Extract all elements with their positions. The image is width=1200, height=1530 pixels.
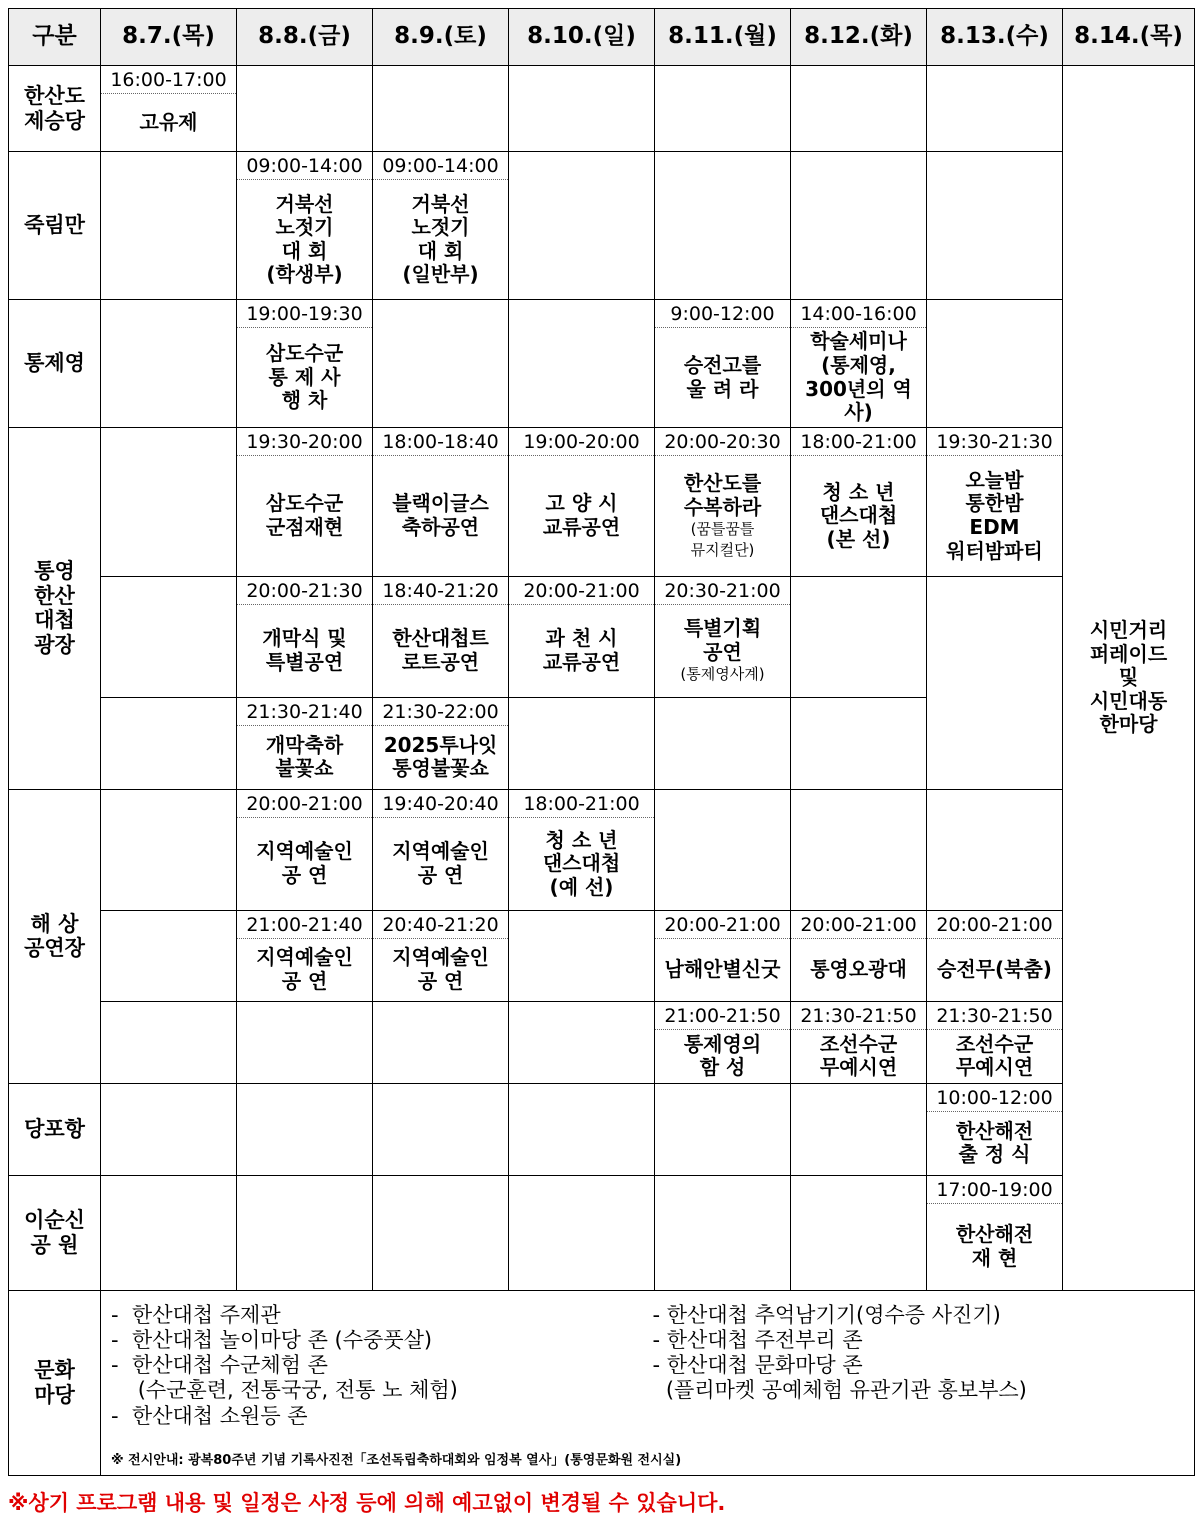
venue-row (9, 152, 1195, 300)
event-slot (655, 911, 790, 1001)
date-header: 8.10.(일) (509, 9, 655, 66)
event-slot (237, 911, 372, 1001)
date-header: 8.8.(금) (237, 9, 373, 66)
event-time: 21:30-21:50 (791, 1002, 926, 1030)
event-slot (373, 428, 508, 576)
event-title: 지역예술인 공 연 (256, 839, 353, 887)
event-slot (509, 428, 654, 576)
event-cell (373, 427, 509, 576)
event-cell (927, 1001, 1063, 1083)
date-header: 8.7.(목) (101, 9, 237, 66)
event-cell (655, 1001, 791, 1083)
event-cell (791, 300, 927, 428)
event-cell (927, 1083, 1063, 1175)
event-slot (237, 428, 372, 576)
event-title: 지역예술인 공 연 (392, 945, 489, 993)
event-cell (655, 427, 791, 576)
event-time: 20:00-21:00 (655, 911, 790, 939)
event-title: 한산도를 수복하라 (683, 471, 762, 519)
event-time: 19:40-20:40 (373, 790, 508, 818)
corner-header: 구분 (9, 9, 101, 66)
event-cell (509, 789, 655, 910)
event-time: 21:30-21:50 (927, 1002, 1062, 1030)
culture-list-left (111, 1303, 653, 1429)
event-title: 한산대첩트 로트공연 (392, 626, 489, 674)
event-cell (655, 910, 791, 1001)
event-title: 거북선 노젓기 대 회 (학생부) (266, 191, 343, 287)
event-time: 9:00-12:00 (655, 300, 790, 328)
event-title: 과 천 시 교류공연 (542, 626, 621, 674)
event-slot (373, 577, 508, 697)
exhibit-note: ※ 전시안내: 광복80주년 기념 기록사진전「조선독립축하대회와 임정복 열사」(통영문화원 전시실) (111, 1453, 682, 1469)
event-cell (655, 576, 791, 697)
event-time: 18:00-21:00 (509, 790, 654, 818)
event-time: 14:00-16:00 (791, 300, 926, 328)
header-row (9, 9, 1195, 66)
list-item: - 한산대첩 주제관 (111, 1302, 281, 1327)
venue-label: 당포항 (9, 1083, 101, 1175)
event-slot (927, 1002, 1062, 1083)
event-slot (927, 911, 1062, 1001)
venue-row (9, 576, 1195, 697)
venue-label: 통제영 (9, 300, 101, 428)
event-time: 20:00-21:30 (237, 577, 372, 605)
event-title: 오늘밤 통한밤 EDM 워터밤파티 (946, 467, 1043, 563)
event-time: 21:00-21:50 (655, 1002, 790, 1030)
event-slot (655, 300, 790, 427)
event-slot (237, 790, 372, 910)
event-title: 특별기획 공연 (683, 616, 762, 664)
date-header: 8.12.(화) (791, 9, 927, 66)
venue-label: 통영 한산 대첩 광장 (9, 427, 101, 789)
event-cell (791, 427, 927, 576)
venue-row (9, 427, 1195, 576)
event-slot (791, 911, 926, 1001)
event-cell (1063, 66, 1195, 1291)
event-time: 19:30-21:30 (927, 428, 1062, 456)
event-slot (509, 577, 654, 697)
event-slot (509, 790, 654, 910)
event-cell (509, 427, 655, 576)
event-title: 학술세미나 (통제영, 300년의 역사) (805, 329, 912, 425)
event-slot (373, 911, 508, 1001)
event-time: 10:00-12:00 (927, 1084, 1062, 1112)
venue-label: 해 상 공연장 (9, 789, 101, 1083)
event-title: 승전무(북춤) (937, 957, 1052, 982)
culture-list-right (653, 1303, 1195, 1429)
event-cell (373, 910, 509, 1001)
event-cell (237, 789, 373, 910)
event-title: 승전고를 울 려 라 (683, 353, 762, 401)
event-slot (655, 428, 790, 576)
event-title: 고유제 (139, 109, 198, 134)
event-cell (373, 789, 509, 910)
venue-row (9, 1001, 1195, 1083)
list-item: - 한산대첩 놀이마당 존 (수중풋살) (111, 1327, 433, 1352)
list-item: - 한산대첩 문화마당 존 (652, 1353, 863, 1378)
event-title: 조선수군 무예시연 (819, 1031, 898, 1080)
venue-label: 한산도 제승당 (9, 66, 101, 152)
event-title: 삼도수군 통 제 사 행 차 (265, 341, 344, 413)
event-title: 통영오광대 (810, 957, 907, 982)
event-slot (927, 428, 1062, 576)
venue-label: 이순신 공 원 (9, 1175, 101, 1290)
event-cell (237, 697, 373, 789)
event-time: 19:00-19:30 (237, 300, 372, 328)
event-cell (791, 910, 927, 1001)
event-cell (509, 576, 655, 697)
event-cell (927, 427, 1063, 576)
festival-schedule-table (8, 8, 1195, 1476)
event-slot (791, 300, 926, 427)
event-time: 20:40-21:20 (373, 911, 508, 939)
event-time: 20:00-21:00 (791, 911, 926, 939)
event-slot (791, 428, 926, 576)
event-cell (237, 427, 373, 576)
event-slot (237, 577, 372, 697)
event-time: 20:30-21:00 (655, 577, 790, 605)
event-cell (373, 697, 509, 789)
date-header: 8.13.(수) (927, 9, 1063, 66)
venue-row (9, 300, 1195, 428)
venue-row (9, 789, 1195, 910)
event-slot (101, 66, 236, 151)
venue-row (9, 1083, 1195, 1175)
event-slot (237, 300, 372, 427)
event-title: 한산해전 출 정 식 (955, 1118, 1034, 1167)
event-cell (101, 66, 237, 152)
change-notice: ※상기 프로그램 내용 및 일정은 사정 등에 의해 예고없이 변경될 수 있습니다. (8, 1491, 726, 1515)
event-subtitle: (꿈틀꿈틀 뮤지컬단) (690, 520, 755, 559)
event-cell (927, 910, 1063, 1001)
event-title: 조선수군 무예시연 (955, 1031, 1034, 1080)
event-slot (373, 790, 508, 910)
venue-label: 문화 마당 (9, 1290, 101, 1475)
event-cell (373, 152, 509, 300)
culture-row (9, 1290, 1195, 1475)
event-slot (237, 152, 372, 299)
event-title: 개막축하 불꽃쇼 (265, 732, 344, 781)
event-cell (237, 152, 373, 300)
list-item: (플리마켓 공예체험 유관기관 홍보부스) (652, 1378, 1027, 1403)
list-item: - 한산대첩 수군체험 존 (111, 1353, 328, 1378)
event-time: 17:00-19:00 (927, 1176, 1062, 1204)
event-subtitle: (통제영사계) (680, 665, 765, 684)
event-time: 21:30-21:40 (237, 698, 372, 726)
event-slot (927, 1176, 1062, 1290)
event-title: 남해안별신굿 (664, 957, 781, 982)
event-time: 19:30-20:00 (237, 428, 372, 456)
date-header: 8.14.(목) (1063, 9, 1195, 66)
event-title: 지역예술인 공 연 (256, 945, 353, 993)
event-time: 20:00-21:00 (237, 790, 372, 818)
event-slot (927, 1084, 1062, 1175)
event-title: 청 소 년 댄스대첩 (예 선) (542, 827, 621, 899)
event-time: 20:00-21:00 (509, 577, 654, 605)
list-item: - 한산대첩 추억남기기(영수증 사진기) (652, 1302, 1001, 1327)
venue-row (9, 66, 1195, 152)
event-title: 한산해전 재 현 (955, 1222, 1034, 1270)
event-cell (927, 1175, 1063, 1290)
venue-row (9, 910, 1195, 1001)
event-cell (237, 300, 373, 428)
event-title: 개막식 및 특별공연 (262, 626, 347, 674)
event-cell (373, 576, 509, 697)
event-title: 청 소 년 댄스대첩 (본 선) (819, 479, 898, 551)
event-time: 20:00-21:00 (927, 911, 1062, 939)
event-cell (237, 910, 373, 1001)
event-title: 통제영의 함 성 (683, 1031, 762, 1080)
event-time: 18:00-21:00 (791, 428, 926, 456)
culture-programs (101, 1290, 1195, 1475)
event-cell (791, 1001, 927, 1083)
event-time: 21:00-21:40 (237, 911, 372, 939)
date-header: 8.9.(토) (373, 9, 509, 66)
event-slot (373, 698, 508, 789)
event-time: 21:30-22:00 (373, 698, 508, 726)
event-time: 09:00-14:00 (373, 152, 508, 180)
event-time: 18:40-21:20 (373, 577, 508, 605)
event-slot (655, 577, 790, 697)
event-slot (655, 1002, 790, 1083)
event-time: 16:00-17:00 (101, 66, 236, 94)
event-time: 18:00-18:40 (373, 428, 508, 456)
date-header: 8.11.(월) (655, 9, 791, 66)
event-title: 지역예술인 공 연 (392, 839, 489, 887)
event-title: 블랙이글스 축하공연 (392, 491, 489, 539)
event-cell (237, 576, 373, 697)
event-slot (237, 698, 372, 789)
event-title: 시민거리 퍼레이드 및 시민대동 한마당 (1089, 617, 1168, 737)
venue-label: 죽림만 (9, 152, 101, 300)
event-time: 09:00-14:00 (237, 152, 372, 180)
event-time: 19:00-20:00 (509, 428, 654, 456)
list-item: (수군훈련, 전통국궁, 전통 노 체험) (111, 1378, 458, 1403)
venue-row (9, 1175, 1195, 1290)
event-slot (791, 1002, 926, 1083)
list-item: - 한산대첩 주전부리 존 (652, 1327, 863, 1352)
event-time: 20:00-20:30 (655, 428, 790, 456)
event-slot (1063, 66, 1194, 1290)
event-title: 거북선 노젓기 대 회 (일반부) (402, 191, 479, 287)
event-title: 삼도수군 군점재현 (265, 491, 344, 539)
event-cell (655, 300, 791, 428)
event-title: 고 양 시 교류공연 (542, 491, 621, 539)
event-slot (373, 152, 508, 299)
event-title: 2025투나잇 통영불꽃쇼 (383, 732, 498, 781)
list-item: - 한산대첩 소원등 존 (111, 1403, 308, 1428)
